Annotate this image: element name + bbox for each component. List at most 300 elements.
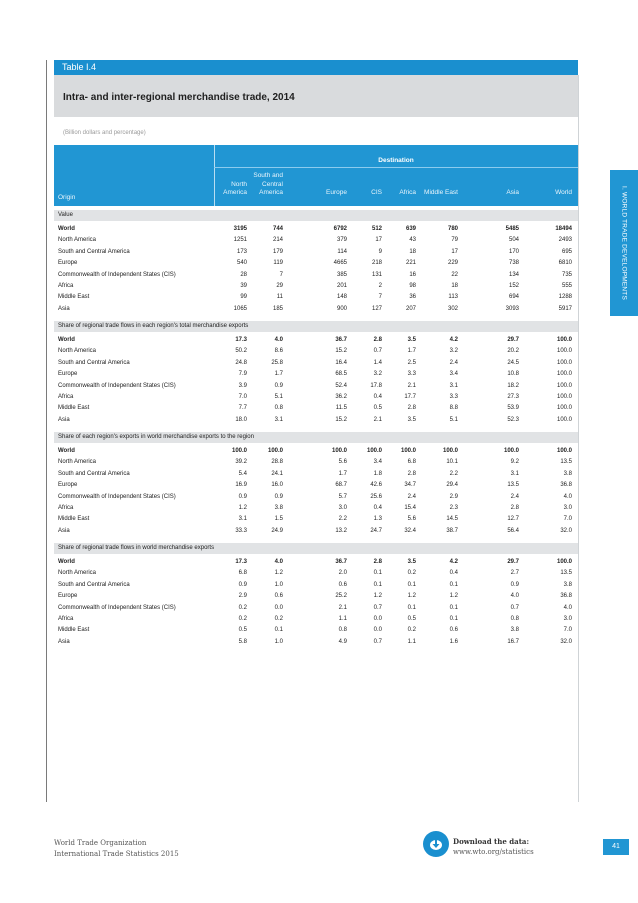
- table-cell: 4.0: [510, 593, 519, 600]
- table-row: [54, 235, 578, 246]
- table-cell: 7: [279, 271, 283, 278]
- row-label: Commonwealth of Independent States (CIS): [58, 604, 176, 611]
- column-header-line: [473, 181, 519, 190]
- table-cell: 179: [272, 248, 283, 255]
- table-row: [54, 446, 578, 457]
- table-cell: 3.1: [449, 382, 458, 389]
- table-cell: 3.1: [510, 470, 519, 477]
- table-cell: 28: [240, 271, 247, 278]
- table-cell: 52.4: [335, 382, 347, 389]
- table-cell: 0.7: [373, 604, 382, 611]
- table-cell: 0.4: [449, 570, 458, 577]
- table-cell: 1.4: [373, 359, 382, 366]
- table-cell: 17.3: [235, 337, 247, 343]
- table-cell: 5.1: [449, 416, 458, 423]
- destination-label: Destination: [378, 157, 414, 164]
- table-cell: 2.7: [510, 570, 519, 577]
- table-cell: 100.0: [556, 382, 572, 389]
- table-cell: 1.5: [274, 516, 283, 523]
- table-cell: 5485: [505, 226, 519, 232]
- table-cell: 2.8: [407, 470, 416, 477]
- table-row: [54, 580, 578, 591]
- column-header-line: [412, 181, 458, 190]
- table-cell: 16.0: [271, 482, 283, 489]
- column-header-line: CIS: [371, 189, 382, 196]
- table-cell: 302: [447, 305, 458, 312]
- table-cell: 127: [371, 305, 382, 312]
- table-cell: 2.1: [407, 382, 416, 389]
- table-cell: 100.0: [366, 448, 382, 454]
- row-label: World: [58, 448, 75, 454]
- origin-label: Origin: [58, 194, 76, 201]
- row-label: Africa: [58, 394, 74, 400]
- table-cell: 4.2: [449, 337, 458, 343]
- table-cell: 173: [236, 248, 247, 255]
- table-cell: 2.1: [338, 604, 347, 611]
- table-cell: 100.0: [231, 448, 247, 454]
- table-cell: 3.3: [449, 394, 458, 400]
- unit-note: (Billion dollars and percentage): [63, 130, 146, 136]
- table-cell: 0.9: [238, 493, 247, 500]
- table-cell: 13.2: [335, 527, 347, 534]
- table-title: Intra- and inter-regional merchandise trade, 2014: [63, 92, 295, 103]
- table-cell: 1.3: [373, 516, 382, 523]
- table-row: [54, 637, 578, 648]
- section-header: [54, 321, 578, 332]
- table-row: [54, 247, 578, 258]
- table-cell: 0.1: [449, 581, 458, 588]
- table-cell: 3.8: [274, 505, 283, 511]
- table-cell: 0.6: [274, 593, 283, 600]
- table-cell: 2.3: [449, 505, 458, 511]
- table-cell: 22: [451, 271, 458, 278]
- table-cell: 25.2: [335, 593, 347, 600]
- table-cell: 43: [409, 237, 416, 244]
- table-cell: 5.6: [407, 516, 416, 523]
- table-cell: 0.2: [274, 616, 283, 622]
- table-cell: 2.8: [373, 559, 382, 565]
- table-cell: 42.6: [370, 482, 382, 489]
- table-cell: 780: [447, 226, 458, 232]
- table-cell: 32.0: [560, 527, 572, 534]
- table-row: [54, 625, 578, 636]
- table-cell: 9: [378, 248, 382, 255]
- table-cell: 28.8: [271, 459, 283, 466]
- table-cell: 68.5: [335, 371, 347, 378]
- table-cell: 2.2: [338, 516, 347, 523]
- table-cell: 385: [336, 271, 347, 278]
- table-cell: 36: [409, 294, 416, 301]
- column-header: [370, 172, 416, 198]
- table-cell: 540: [236, 260, 247, 267]
- footer-org: World Trade Organization: [54, 839, 147, 847]
- row-label: South and Central America: [58, 359, 130, 366]
- table-cell: 1.7: [274, 371, 283, 378]
- table-cell: 100.0: [556, 371, 572, 378]
- table-cell: 20.2: [507, 348, 519, 355]
- table-cell: 36.7: [335, 337, 347, 343]
- row-label: Africa: [58, 505, 74, 511]
- table-cell: 11: [276, 294, 283, 301]
- column-header-line: [370, 181, 416, 190]
- table-row: [54, 603, 578, 614]
- table-cell: 0.1: [407, 604, 416, 611]
- table-cell: 11.5: [335, 405, 347, 412]
- table-row: [54, 281, 578, 292]
- table-cell: 9.2: [510, 459, 519, 466]
- table-cell: 100.0: [556, 359, 572, 366]
- table-cell: 8.6: [274, 348, 283, 355]
- table-row: [54, 557, 578, 568]
- table-cell: 100.0: [556, 337, 572, 343]
- column-header: [473, 172, 519, 198]
- table-cell: 5.7: [338, 493, 347, 500]
- table-cell: 100.0: [556, 448, 572, 454]
- table-cell: 36.7: [335, 559, 347, 565]
- table-cell: 0.5: [373, 405, 382, 412]
- table-row: [54, 392, 578, 403]
- table-cell: 100.0: [556, 394, 572, 400]
- table-cell: 134: [508, 271, 519, 278]
- table-cell: 0.6: [449, 627, 458, 634]
- table-cell: 3.2: [449, 348, 458, 355]
- table-cell: 17.8: [370, 382, 382, 389]
- table-cell: 7.7: [238, 405, 247, 412]
- left-margin-rule: [46, 60, 47, 802]
- table-cell: 7.0: [563, 516, 572, 523]
- table-cell: 17: [451, 248, 458, 255]
- table-cell: 1.1: [338, 616, 347, 622]
- row-label: North America: [58, 459, 97, 466]
- row-label: World: [58, 559, 75, 565]
- column-header-line: Africa: [399, 189, 416, 196]
- table-row: [54, 568, 578, 579]
- table-cell: 100.0: [331, 448, 347, 454]
- table-cell: 29.7: [507, 337, 519, 343]
- row-label: Middle East: [58, 627, 90, 634]
- table-cell: 3.0: [338, 505, 347, 511]
- table-cell: 13.5: [560, 459, 572, 466]
- table-cell: 1.2: [373, 593, 382, 600]
- row-label: Europe: [58, 482, 78, 489]
- table-cell: 100.0: [556, 348, 572, 355]
- table-cell: 53.9: [507, 405, 519, 412]
- table-cell: 0.0: [373, 616, 382, 622]
- table-row: [54, 304, 578, 315]
- table-cell: 113: [448, 294, 458, 301]
- table-cell: 25.8: [271, 359, 283, 366]
- table-cell: 1.0: [274, 581, 283, 588]
- table-cell: 3.8: [563, 581, 572, 588]
- table-cell: 201: [336, 283, 347, 289]
- table-row: [54, 335, 578, 346]
- table-cell: 36.8: [560, 482, 572, 489]
- table-cell: 15.2: [335, 416, 347, 423]
- table-cell: 13.5: [560, 570, 572, 577]
- table-cell: 119: [273, 260, 283, 267]
- column-header-line: [526, 181, 572, 190]
- table-cell: 4.0: [274, 337, 283, 343]
- table-cell: 100.0: [556, 416, 572, 423]
- table-cell: 4.2: [449, 559, 458, 565]
- table-cell: 221: [405, 260, 416, 267]
- column-header-line: World: [555, 189, 572, 196]
- table-cell: 185: [272, 305, 283, 312]
- table-cell: 52.3: [507, 416, 519, 423]
- table-cell: 0.2: [238, 604, 247, 611]
- table-cell: 5.6: [338, 459, 347, 466]
- row-label: South and Central America: [58, 470, 130, 477]
- column-header-line: America: [259, 189, 283, 196]
- column-header: [237, 172, 283, 198]
- table-cell: 3093: [505, 305, 519, 312]
- section-title: Share of regional trade flows in each region's total merchandise exports: [58, 323, 249, 329]
- table-cell: 214: [272, 237, 283, 244]
- table-cell: 3.0: [563, 616, 572, 622]
- table-cell: 39.2: [235, 459, 247, 466]
- table-cell: 0.2: [407, 570, 416, 577]
- table-cell: 512: [371, 226, 382, 232]
- table-cell: 207: [405, 305, 416, 312]
- row-label: Europe: [58, 260, 78, 267]
- table-cell: 148: [336, 294, 347, 301]
- table-cell: 3.5: [407, 416, 416, 423]
- table-cell: 738: [508, 260, 519, 267]
- table-cell: 218: [371, 260, 382, 267]
- column-header-line: [412, 172, 458, 181]
- row-label: Asia: [58, 527, 70, 534]
- table-cell: 27.3: [507, 394, 519, 400]
- row-label: Commonwealth of Independent States (CIS): [58, 271, 176, 278]
- table-cell: 0.0: [373, 627, 382, 634]
- table-cell: 36.2: [335, 394, 347, 400]
- table-cell: 16.4: [335, 359, 347, 366]
- table-cell: 15.4: [404, 505, 416, 511]
- column-header: [412, 172, 458, 198]
- row-label: Asia: [58, 638, 70, 645]
- table-cell: 18: [409, 248, 416, 255]
- table-cell: 152: [508, 283, 519, 289]
- page-number: 41: [603, 839, 629, 855]
- table-cell: 379: [336, 237, 347, 244]
- row-label: Asia: [58, 305, 70, 312]
- table-cell: 2.5: [407, 359, 416, 366]
- table-cell: 0.7: [373, 638, 382, 645]
- table-cell: 38.7: [446, 527, 458, 534]
- column-header-line: Middle East: [424, 189, 458, 196]
- table-cell: 0.8: [338, 627, 347, 634]
- table-cell: 100.0: [400, 448, 416, 454]
- column-header-line: America: [223, 189, 247, 196]
- table-row: [54, 469, 578, 480]
- table-cell: 6.8: [407, 459, 416, 466]
- table-cell: 98: [409, 283, 416, 289]
- table-cell: 3.8: [563, 470, 572, 477]
- download-cloud-icon[interactable]: [423, 831, 449, 857]
- table-cell: 3.1: [274, 416, 283, 423]
- table-cell: 29.4: [446, 482, 458, 489]
- table-cell: 2.4: [407, 493, 416, 500]
- table-cell: 3.1: [238, 516, 247, 523]
- table-cell: 79: [451, 237, 458, 244]
- table-cell: 56.4: [507, 527, 519, 534]
- table-cell: 0.9: [510, 581, 519, 588]
- table-cell: 0.1: [449, 604, 458, 611]
- row-label: Commonwealth of Independent States (CIS): [58, 382, 176, 389]
- chapter-side-tab: [610, 170, 638, 316]
- row-label: Africa: [58, 283, 74, 289]
- table-cell: 0.1: [373, 570, 382, 577]
- table-row: [54, 381, 578, 392]
- table-row: [54, 224, 578, 235]
- table-cell: 24.7: [370, 527, 382, 534]
- table-cell: 1.1: [407, 638, 416, 645]
- table-cell: 639: [405, 226, 416, 232]
- table-cell: 34.7: [404, 482, 416, 489]
- table-cell: 10.1: [446, 459, 458, 466]
- table-cell: 1065: [233, 305, 247, 312]
- table-row: [54, 503, 578, 514]
- table-row: [54, 258, 578, 269]
- column-header-line: Asia: [506, 189, 519, 196]
- table-cell: 744: [272, 226, 283, 232]
- destination-rule: [214, 167, 578, 168]
- table-cell: 3.2: [373, 371, 382, 378]
- table-cell: 0.6: [338, 581, 347, 588]
- section-header: [54, 210, 578, 221]
- table-cell: 5.1: [274, 394, 283, 400]
- table-cell: 6.8: [238, 570, 247, 577]
- table-cell: 100.0: [503, 448, 519, 454]
- table-cell: 18494: [555, 226, 572, 232]
- table-cell: 3.0: [563, 505, 572, 511]
- row-label: Africa: [58, 616, 74, 622]
- download-info[interactable]: [453, 836, 534, 858]
- table-cell: 2.4: [449, 359, 458, 366]
- table-row: [54, 526, 578, 537]
- table-cell: 2.2: [449, 470, 458, 477]
- table-cell: 100.0: [267, 448, 283, 454]
- table-cell: 25.6: [370, 493, 382, 500]
- table-tag: Table I.4: [54, 60, 578, 75]
- table-cell: 24.5: [507, 359, 519, 366]
- table-row: [54, 492, 578, 503]
- table-cell: 0.5: [238, 627, 247, 634]
- table-cell: 0.1: [274, 627, 283, 634]
- table-cell: 18.0: [235, 416, 247, 423]
- table-cell: 0.9: [274, 382, 283, 389]
- table-cell: 4.0: [563, 493, 572, 500]
- table-cell: 17: [375, 237, 382, 244]
- table-cell: 2.9: [449, 493, 458, 500]
- row-label: South and Central America: [58, 248, 130, 255]
- table-cell: 24.9: [271, 527, 283, 534]
- right-margin-rule: [578, 75, 579, 802]
- table-cell: 1.2: [238, 505, 247, 511]
- table-cell: 50.2: [235, 348, 247, 355]
- table-row: [54, 292, 578, 303]
- row-label: Middle East: [58, 516, 90, 523]
- table-cell: 1.7: [338, 470, 347, 477]
- table-cell: 7: [378, 294, 382, 301]
- table-cell: 15.2: [335, 348, 347, 355]
- table-cell: 5917: [558, 305, 572, 312]
- table-cell: 0.4: [373, 505, 382, 511]
- table-cell: 1288: [558, 294, 572, 301]
- table-cell: 3.5: [407, 559, 416, 565]
- table-cell: 100.0: [442, 448, 458, 454]
- table-row: [54, 415, 578, 426]
- table-cell: 6810: [558, 260, 572, 267]
- row-label: Middle East: [58, 405, 90, 412]
- table-cell: 0.1: [449, 616, 458, 622]
- download-link[interactable]: www.wto.org/statistics: [453, 848, 534, 856]
- column-header-line: Central: [262, 180, 283, 188]
- table-cell: 32.0: [560, 638, 572, 645]
- table-cell: 16.7: [507, 638, 519, 645]
- table-cell: 694: [508, 294, 519, 301]
- table-cell: 24.1: [271, 470, 283, 477]
- footer-publisher: [54, 838, 179, 860]
- table-cell: 0.7: [373, 348, 382, 355]
- table-row: [54, 480, 578, 491]
- table-cell: 18: [451, 283, 458, 289]
- row-label: North America: [58, 570, 97, 577]
- table-cell: 3195: [233, 226, 247, 232]
- table-cell: 24.8: [235, 359, 247, 366]
- table-cell: 0.5: [407, 616, 416, 622]
- table-cell: 29: [276, 283, 283, 289]
- table-cell: 3.4: [449, 371, 458, 378]
- table-cell: 7.0: [563, 627, 572, 634]
- table-cell: 3.8: [510, 627, 519, 634]
- table-cell: 0.1: [373, 581, 382, 588]
- row-label: Europe: [58, 371, 78, 378]
- row-label: World: [58, 337, 75, 343]
- table-cell: 8.8: [449, 405, 458, 412]
- table-cell: 36.8: [560, 593, 572, 600]
- table-row: [54, 591, 578, 602]
- row-label: North America: [58, 237, 97, 244]
- section-title: Value: [58, 212, 73, 218]
- table-cell: 4.0: [274, 559, 283, 565]
- table-cell: 0.8: [510, 616, 519, 622]
- row-label: South and Central America: [58, 581, 130, 588]
- table-cell: 1.2: [449, 593, 458, 600]
- table-cell: 0.8: [274, 405, 283, 412]
- table-row: [54, 358, 578, 369]
- table-cell: 1.0: [274, 638, 283, 645]
- table-cell: 17.3: [235, 559, 247, 565]
- table-cell: 16: [409, 271, 416, 278]
- table-cell: 2.9: [238, 593, 247, 600]
- table-cell: 229: [447, 260, 458, 267]
- row-label: Asia: [58, 416, 70, 423]
- table-cell: 18.2: [507, 382, 519, 389]
- table-cell: 6792: [333, 226, 347, 232]
- table-cell: 39: [240, 283, 247, 289]
- table-cell: 1251: [233, 237, 247, 244]
- table-cell: 100.0: [556, 405, 572, 412]
- table-row: [54, 369, 578, 380]
- table-cell: 1.7: [407, 348, 416, 355]
- column-header-line: South and: [253, 172, 283, 179]
- table-cell: 16.9: [235, 482, 247, 489]
- table-cell: 504: [508, 237, 519, 244]
- table-cell: 0.4: [373, 394, 382, 400]
- table-cell: 1.2: [274, 570, 283, 577]
- table-cell: 0.9: [274, 493, 283, 500]
